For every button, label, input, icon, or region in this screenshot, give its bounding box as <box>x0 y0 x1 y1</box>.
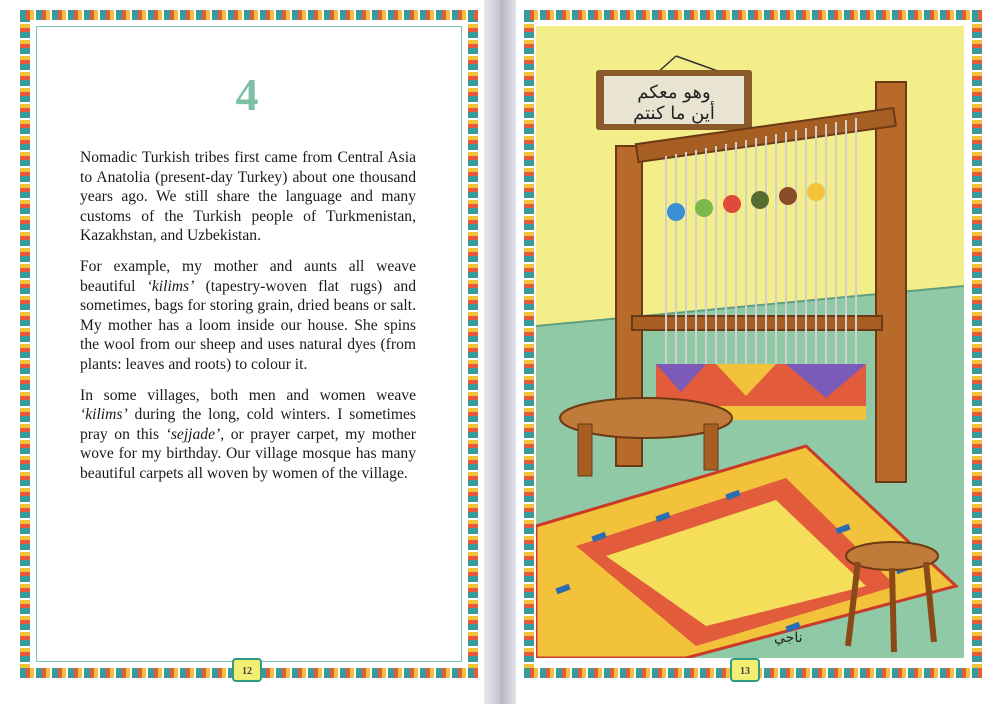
page-number-right: 13 <box>730 658 760 682</box>
paragraph-2 <box>80 257 416 375</box>
italic-term: ‘sejjade’ <box>165 425 221 443</box>
text-run: during the long, cold winters. I sometimes pray on this <box>80 406 416 443</box>
yarn-ball <box>667 203 685 221</box>
text-run: For example, my mother and aunts all weave beautiful <box>80 257 416 295</box>
italic-term: ‘kilims’ <box>80 406 128 424</box>
chapter-number: 4 <box>235 69 259 120</box>
page-number-left: 12 <box>232 658 262 682</box>
text-run: In some villages, both men and women weave <box>80 386 416 404</box>
body-text <box>80 148 416 495</box>
sign-text-line-2: أين ما كنتم <box>633 103 715 124</box>
loom-illustration <box>536 26 964 658</box>
yarn-ball <box>723 195 741 213</box>
text-run: , or prayer carpet, my mother wove for my birthday. Our village mosque has many beautiful carpets all woven by women of the village. <box>80 425 416 482</box>
yarn-ball <box>807 183 825 201</box>
sign-text-line-1: وهو معكم <box>637 82 711 103</box>
text-run: (tapestry-woven flat rugs) and sometimes, bags for storing grain, dried beans or salt. My mother has a loom inside our house. She spins the wool from our sheep and uses natural dyes (from plants: leaves and roots) to colour it. <box>80 277 416 373</box>
paragraph-3 <box>80 386 416 484</box>
yarn-ball <box>779 187 797 205</box>
paragraph-1 <box>80 148 416 246</box>
artist-signature: ناجي <box>774 630 803 646</box>
yarn-ball <box>695 199 713 217</box>
text-run: Nomadic Turkish tribes first came from Central Asia to Anatolia (present-day Turkey) about one thousand years ago. We still share the language and many customs of the Turkish people of Turkmenistan, Kazakhstan, and Uzbekistan. <box>80 149 416 245</box>
italic-term: ‘kilims’ <box>146 277 195 295</box>
yarn-ball <box>751 191 769 209</box>
